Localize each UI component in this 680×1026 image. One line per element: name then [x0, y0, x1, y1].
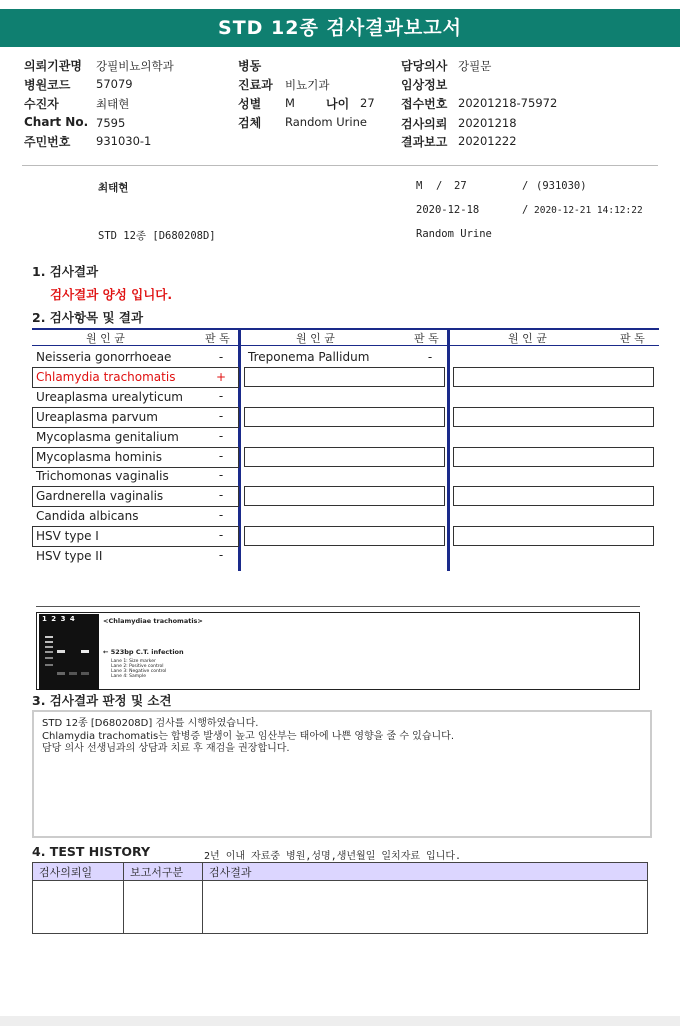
history-header-result: 검사결과 — [203, 863, 648, 881]
table-top-rule — [32, 328, 659, 330]
hospital-code-value: 57079 — [96, 77, 133, 91]
positive-result: 검사결과 양성 입니다. — [50, 287, 173, 302]
pathogen-result: - — [218, 409, 224, 423]
pathogen-name: Mycoplasma hominis — [36, 450, 162, 464]
summary-slash-3: / — [522, 204, 529, 216]
col2-judgement-header: 판 독 — [414, 332, 439, 345]
summary-slash-1: / — [436, 180, 443, 192]
summary-specimen: Random Urine — [416, 228, 492, 240]
hospital-code-label: 병원코드 — [24, 78, 71, 92]
age-value: 27 — [360, 96, 375, 110]
history-cell — [124, 881, 203, 934]
empty-cell — [453, 447, 654, 467]
empty-cell — [453, 407, 654, 427]
empty-cell — [244, 367, 445, 387]
history-header-type: 보고서구분 — [124, 863, 203, 881]
sex-label: 성별 — [238, 97, 262, 111]
report-label: 결과보고 — [401, 135, 448, 149]
history-cell — [203, 881, 648, 934]
summary-birth: (931030) — [536, 180, 587, 192]
history-header-date: 검사의뢰일 — [33, 863, 124, 881]
section1-title: 1. 검사결과 — [32, 264, 99, 279]
pathogen-name: Mycoplasma genitalium — [36, 430, 179, 444]
pathogen-name: Neisseria gonorrhoeae — [36, 350, 172, 364]
empty-cell — [244, 526, 445, 546]
empty-cell — [453, 486, 654, 506]
chart-value: 7595 — [96, 116, 126, 130]
receipt-value: 20201218-75972 — [458, 96, 558, 110]
gel-top-rule — [36, 606, 640, 607]
report-date: 20201222 — [458, 134, 517, 148]
pathogen-result: - — [427, 350, 433, 364]
doctor-label: 담당의사 — [401, 59, 448, 73]
summary-sex: M — [416, 180, 423, 192]
col3-pathogen-header: 원 인 균 — [508, 332, 547, 345]
request-date: 20201218 — [458, 116, 517, 130]
pathogen-result: - — [218, 389, 224, 403]
request-label: 검사의뢰 — [401, 117, 448, 131]
table-row — [33, 881, 648, 934]
pathogen-result-positive: + — [215, 370, 227, 384]
section4-title: 4. TEST HISTORY — [32, 844, 151, 859]
col1-judgement-header: 판 독 — [205, 332, 230, 345]
empty-cell — [244, 447, 445, 467]
history-cell — [33, 881, 124, 934]
history-table — [32, 862, 648, 934]
pathogen-name: Treponema Pallidum — [248, 350, 370, 364]
pathogen-name: Gardnerella vaginalis — [36, 489, 164, 503]
page-footer-bar — [0, 1016, 680, 1026]
col2-pathogen-header: 원 인 균 — [296, 332, 335, 345]
clinical-label: 임상정보 — [401, 78, 448, 92]
pathogen-name: Ureaplasma parvum — [36, 410, 158, 424]
opinion-line: 담당 의사 선생님과의 상담과 치료 후 재검을 권장합니다. — [42, 743, 290, 754]
summary-date-2: 2020-12-21 14:12:22 — [534, 205, 643, 216]
summary-name: 최태현 — [98, 182, 129, 194]
patient-label: 수진자 — [24, 97, 59, 111]
age-label: 나이 — [326, 97, 350, 111]
summary-date-1: 2020-12-18 — [416, 204, 480, 216]
report-title: STD 12종 검사결과보고서 — [0, 9, 680, 47]
specimen-value: Random Urine — [285, 115, 367, 129]
gel-title: <Chlamydiae trachomatis> — [103, 617, 203, 625]
section2-title: 2. 검사항목 및 결과 — [32, 310, 144, 325]
dept-label: 진료과 — [238, 78, 273, 92]
gel-legend-line: Lane 3: Negative control — [111, 669, 167, 674]
pathogen-name: Trichomonas vaginalis — [36, 469, 169, 483]
pathogen-result: - — [218, 350, 224, 364]
ward-label: 병동 — [238, 59, 262, 73]
gel-legend-line: Lane 1: Size marker — [111, 659, 156, 664]
doctor-value: 강필문 — [458, 59, 492, 73]
institution-label: 의뢰기관명 — [24, 59, 82, 73]
empty-cell — [453, 526, 654, 546]
gel-legend — [111, 659, 166, 679]
gel-band-label: ← 523bp C.T. infection — [103, 648, 184, 656]
gel-electrophoresis-image — [36, 612, 640, 690]
resident-value: 931030-1 — [96, 134, 152, 148]
opinion-line: STD 12종 [D680208D] 검사를 시행하였습니다. — [42, 718, 259, 729]
pathogen-result: - — [218, 468, 224, 482]
pathogen-result: - — [218, 449, 224, 463]
pathogen-name: HSV type II — [36, 549, 103, 563]
dept-value: 비뇨기과 — [285, 78, 330, 92]
empty-cell — [453, 367, 654, 387]
pathogen-result: - — [218, 488, 224, 502]
patient-value: 최태현 — [96, 97, 130, 111]
summary-slash-2: / — [522, 180, 529, 192]
section3-title: 3. 검사결과 판정 및 소견 — [32, 693, 172, 708]
receipt-label: 접수번호 — [401, 97, 448, 111]
header-divider — [22, 165, 658, 166]
col3-judgement-header: 판 독 — [620, 332, 645, 345]
institution-value: 강필비뇨의학과 — [96, 59, 174, 73]
sex-value: M — [285, 96, 295, 110]
resident-label: 주민번호 — [24, 135, 71, 149]
pathogen-result: - — [218, 508, 224, 522]
opinion-box — [32, 710, 652, 838]
gel-legend-line: Lane 2: Positive control — [111, 664, 164, 669]
gel-legend-line: Lane 4: Sample — [111, 674, 146, 679]
empty-cell — [244, 486, 445, 506]
col1-pathogen-header: 원 인 균 — [86, 332, 125, 345]
summary-age: 27 — [454, 180, 467, 192]
pathogen-name: Ureaplasma urealyticum — [36, 390, 183, 404]
empty-cell — [244, 407, 445, 427]
pathogen-result: - — [218, 528, 224, 542]
pathogen-name: Candida albicans — [36, 509, 139, 523]
history-note: 2년 이내 자료중 병원,성명,생년월일 일치자료 입니다. — [204, 851, 462, 862]
pathogen-name: HSV type I — [36, 529, 99, 543]
gel-lane-numbers: 1 2 3 4 — [42, 615, 76, 623]
pathogen-result: - — [218, 548, 224, 562]
opinion-line: Chlamydia trachomatis는 합병증 발생이 높고 임산부는 태아에 나쁜 영향을 줄 수 있습니다. — [42, 730, 454, 742]
summary-test: STD 12종 [D680208D] — [98, 230, 216, 242]
table-header-rule — [32, 345, 659, 346]
chart-label: Chart No. — [24, 115, 89, 129]
pathogen-result: - — [218, 429, 224, 443]
gel-photo-icon — [39, 614, 99, 690]
specimen-label: 검체 — [238, 116, 262, 130]
pathogen-name-positive: Chlamydia trachomatis — [36, 370, 176, 384]
column-divider-2 — [447, 328, 450, 571]
top-bar — [0, 0, 680, 6]
